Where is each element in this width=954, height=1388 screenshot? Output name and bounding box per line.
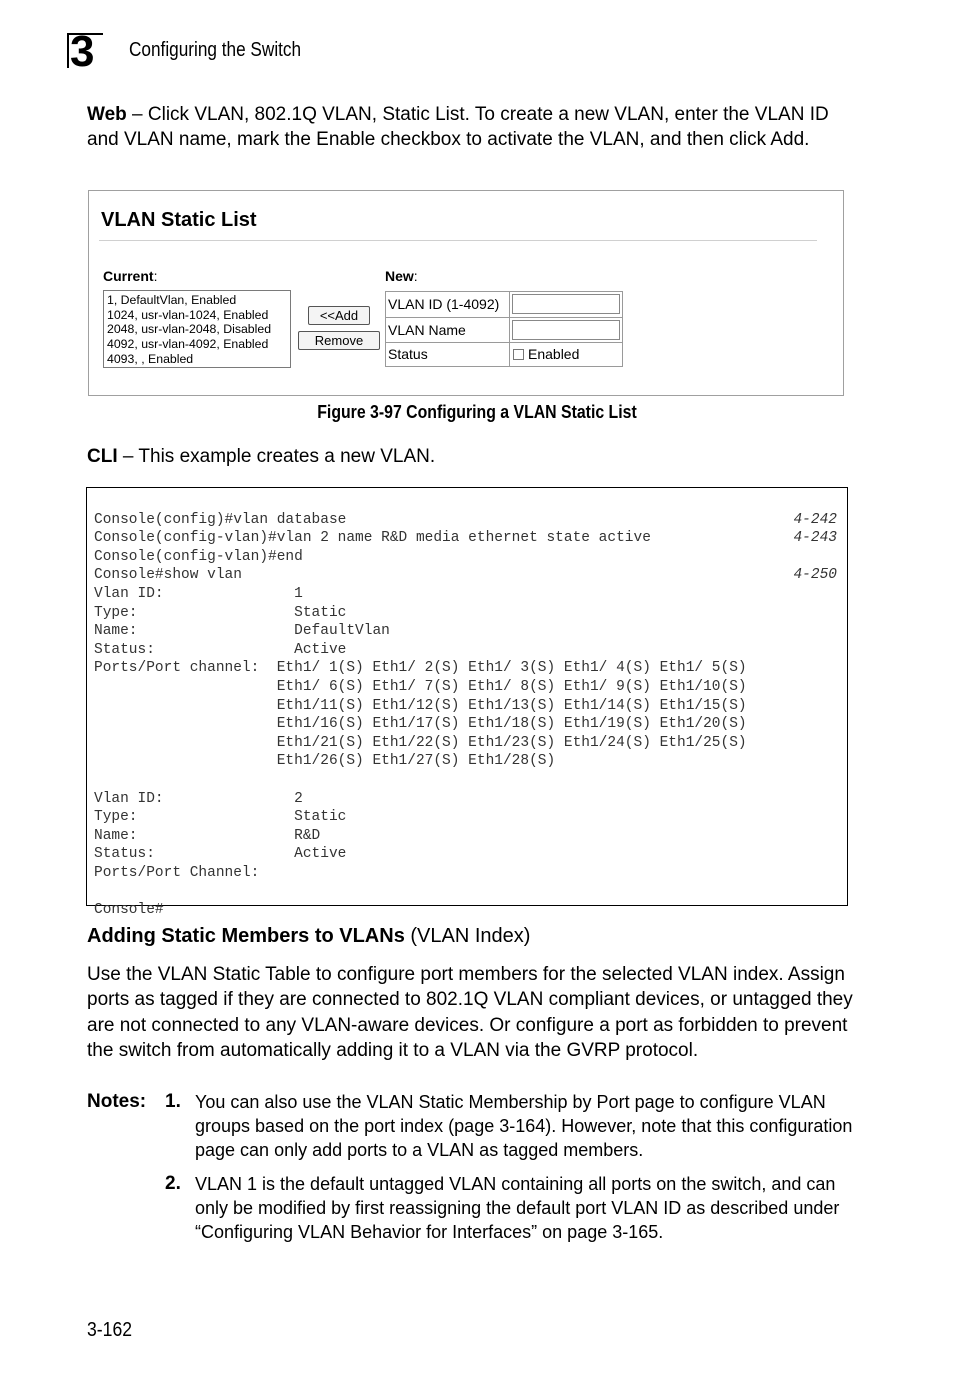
current-vlan-list[interactable] (103, 290, 291, 368)
code-line: Name: DefaultVlan (94, 623, 390, 640)
code-line: Console(config)#vlan database (94, 511, 347, 528)
code-line: Name: R&D (94, 827, 321, 844)
vlan-static-list-panel (88, 190, 844, 396)
status-label: Status (388, 346, 428, 362)
code-line: Eth1/16(S) Eth1/17(S) Eth1/18(S) Eth1/19(S) Eth1/20(S) (94, 716, 747, 733)
intro-paragraph (87, 102, 857, 153)
chapter-number: 3 (70, 27, 94, 76)
notes-label: Notes: (87, 1091, 147, 1112)
page-ref: 4-242 (793, 511, 837, 528)
remove-button[interactable]: Remove (298, 331, 380, 350)
page-ref (793, 548, 837, 567)
list-item[interactable]: 4092, usr-vlan-4092, Enabled (107, 337, 269, 352)
enabled-checkbox[interactable] (513, 349, 524, 360)
enabled-checkbox-wrap[interactable] (513, 342, 579, 366)
cli-intro-text: – This example creates a new VLAN. (117, 446, 436, 467)
add-button[interactable]: <<Add (308, 306, 370, 325)
list-item[interactable]: 4093, , Enabled (107, 351, 194, 366)
code-line: Console#show vlan (94, 567, 242, 584)
page-number: 3-162 (87, 1319, 133, 1341)
code-line: Console(config-vlan)#end (94, 548, 303, 565)
page-ref: 4-250 (793, 567, 837, 584)
code-line: Eth1/11(S) Eth1/12(S) Eth1/13(S) Eth1/14(S) Eth1/15(S) (94, 697, 747, 714)
cli-page-refs (793, 492, 837, 622)
intro-label: Web (87, 104, 127, 125)
note-text: You can also use the VLAN Static Membership by Port page to configure VLAN groups based on the port index (page 3-164). However, note that this configuration page can only add ports to a VLAN as tagged members. (195, 1092, 853, 1160)
code-line: Ports/Port channel: Eth1/ 1(S) Eth1/ 2(S) Eth1/ 3(S) Eth1/ 4(S) Eth1/ 5(S) (94, 660, 747, 677)
code-line (94, 771, 747, 790)
section-subtitle: (VLAN Index) (404, 925, 531, 947)
code-line: Type: Static (94, 809, 347, 826)
vlan-id-input[interactable] (512, 294, 620, 314)
vlan-id-label: VLAN ID (1-4092) (388, 296, 500, 312)
note-text: VLAN 1 is the default untagged VLAN containing all ports on the switch, and can only be modified by first reassigning the default port VLAN ID as described under “Configuring VLAN Behavior for Interfaces” on page 3-165. (195, 1174, 840, 1242)
cli-code-box (86, 487, 848, 919)
code-line: Eth1/21(S) Eth1/22(S) Eth1/23(S) Eth1/24(S) Eth1/25(S) (94, 734, 747, 751)
code-line (94, 882, 747, 901)
code-line: Ports/Port Channel: (94, 864, 260, 881)
note-number: 1. (165, 1091, 181, 1112)
code-line: Vlan ID: 1 (94, 585, 303, 602)
intro-text: – Click VLAN, 802.1Q VLAN, Static List. To create a new VLAN, enter the VLAN ID and VLAN name, mark the Enable checkbox to activate the VLAN, and then click Add. (87, 104, 829, 151)
code-line: Eth1/26(S) Eth1/27(S) Eth1/28(S) (94, 753, 556, 770)
code-line: Type: Static (94, 604, 347, 621)
cli-intro (87, 444, 857, 469)
page-ref: 4-243 (793, 530, 837, 547)
current-label: Current: (103, 268, 158, 284)
code-line: Eth1/ 6(S) Eth1/ 7(S) Eth1/ 8(S) Eth1/ 9(S) Eth1/10(S) (94, 678, 747, 695)
vlan-name-input[interactable] (512, 320, 620, 340)
chapter-title: Configuring the Switch (129, 39, 302, 61)
vlan-name-label: VLAN Name (388, 322, 466, 338)
panel-title: VLAN Static List (101, 209, 257, 231)
new-vlan-table (385, 291, 623, 367)
list-item[interactable]: 1, DefaultVlan, Enabled (107, 293, 237, 307)
code-line: Status: Active (94, 846, 347, 863)
code-line: Console(config-vlan)#vlan 2 name R&D media ethernet state active (94, 530, 651, 547)
list-item[interactable]: 2048, usr-vlan-2048, Disabled (107, 322, 272, 337)
enabled-label: Enabled (528, 346, 580, 362)
code-line: Vlan ID: 2 (94, 790, 303, 807)
body-paragraph: Use the VLAN Static Table to configure port members for the selected VLAN index. Assign ports as tagged if they are connected to 802.1Q VLAN compliant devices, or untagged they are not connected to any VLAN-aware devices. Or configure a port as forbidden to prevent the switch from automatically adding it to a VLAN via the GVRP protocol. (87, 964, 853, 1061)
list-item[interactable]: 1024, usr-vlan-1024, Enabled (107, 307, 269, 322)
section-title: Adding Static Members to VLANs (87, 925, 405, 947)
title-divider (99, 240, 817, 241)
code-line: Status: Active (94, 641, 347, 658)
cli-label: CLI (87, 446, 118, 467)
code-line: Console# (94, 902, 164, 919)
new-label: New: (385, 268, 418, 284)
note-number: 2. (165, 1173, 181, 1194)
cli-code (94, 492, 747, 957)
figure-caption: Figure 3-97 Configuring a VLAN Static List (317, 402, 637, 422)
section-heading (87, 924, 530, 948)
